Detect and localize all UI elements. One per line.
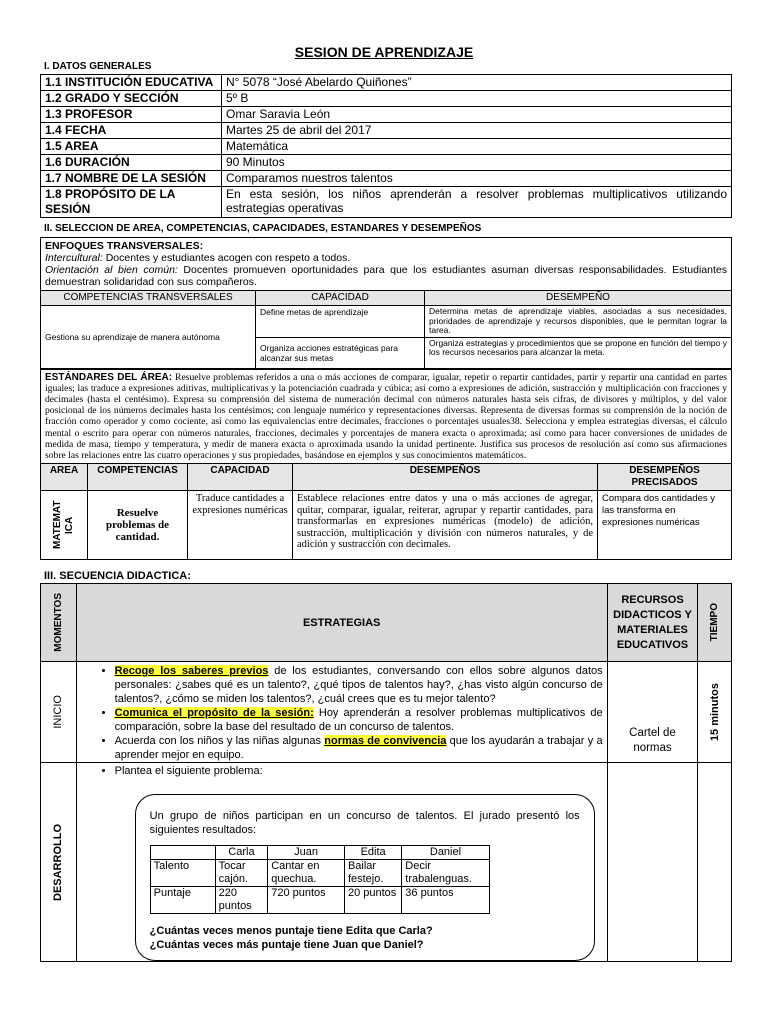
datos-key: 1.7 NOMBRE DE LA SESIÓN — [41, 171, 222, 187]
momento-inicio: INICIO — [52, 695, 65, 729]
datos-key: 1.4 FECHA — [41, 123, 222, 139]
table-row — [41, 123, 732, 139]
table-row — [41, 464, 731, 491]
datos-key: 1.8 PROPÓSITO DE LA SESIÓN — [41, 187, 222, 218]
desempeno-cell: Organiza estrategias y procedimientos que se propone en función del tiempo y los recursos necesarios para alcanzar la meta. — [425, 337, 732, 368]
highlight-saberes-previos: Recoge los saberes previos — [114, 665, 269, 677]
area-label: MATEMAT ICA — [52, 500, 75, 550]
datos-key: 1.2 GRADO Y SECCIÓN — [41, 91, 222, 107]
desempenos-precisados-cell: Compara dos cantidades y las transforma en expresiones numéricas — [598, 491, 732, 560]
table-row — [150, 860, 489, 887]
estandares-label: ESTÁNDARES DEL ÁREA: — [45, 371, 173, 383]
estrategias-header: ESTRATEGIAS — [76, 584, 607, 662]
datos-key: 1.6 DURACIÓN — [41, 155, 222, 171]
column-header: DESEMPEÑOS — [293, 464, 598, 491]
table-cell: 20 puntos — [344, 887, 401, 914]
column-header: Edita — [344, 846, 401, 860]
question-2: ¿Cuántas veces más puntaje tiene Juan que Daniel? — [149, 939, 424, 951]
table-cell: Talento — [150, 860, 215, 887]
datos-value: Comparamos nuestros talentos — [222, 171, 732, 187]
list-item-text: de los estudiantes, conversando con ellos sobre algunos datos personales: ¿sabes qué es un talento?, ¿qué tipos de talentos hay?, ¿has visto algún concurso de talentos?, ¿cómo se miden los talentos?, ¿cuál crees que es tu mejor talento? — [114, 665, 603, 705]
list-item: • Plantea el siguiente problema: — [115, 764, 603, 778]
inicio-estrategias-list — [81, 664, 603, 762]
enfoque-intercultural-text: Docentes y estudiantes acogen con respeto a todos. — [102, 252, 351, 264]
datos-value: Martes 25 de abril del 2017 — [222, 123, 732, 139]
column-header: COMPETENCIAS TRANSVERSALES — [41, 291, 256, 306]
list-item-text: Hoy aprenderán a resolver problemas multiplicativos de comparación, sobre la base del resultado de un concurso de talentos. — [114, 707, 603, 733]
tiempo-desarrollo — [698, 763, 732, 962]
table-row — [41, 763, 732, 962]
table-row — [41, 91, 732, 107]
capacidad-cell: Organiza acciones estratégicas para alcanzar sus metas — [256, 337, 425, 368]
section-heading-datos: I. DATOS GENERALES — [44, 61, 152, 72]
datos-value: 90 Minutos — [222, 155, 732, 171]
list-item-text: Acuerda con los niños y las niñas algunas — [114, 735, 325, 747]
capacidad-cell: Define metas de aprendizaje — [256, 306, 425, 338]
problem-text: Un grupo de niños participan en un concurso de talentos. El jurado presentó los siguientes resultados: — [149, 810, 580, 836]
table-row — [41, 75, 732, 91]
desempenos-cell: Establece relaciones entre datos y una o más acciones de agregar, quitar, comparar, igualar, reiterar, agrupar y repartir cantidades, para transformarlas en expresiones numéricas (modelo) de adición, sustracción, multiplicación y división con números naturales, y de adición y sustracción con decimales. — [293, 491, 598, 560]
column-header: Juan — [268, 846, 345, 860]
enfoques-title: ENFOQUES TRANSVERSALES: — [45, 240, 204, 252]
enfoques-transversales — [41, 238, 731, 290]
momentos-header: MOMENTOS — [52, 593, 64, 652]
list-item — [115, 664, 603, 706]
datos-value: N° 5078 “José Abelardo Quiñones” — [222, 75, 732, 91]
list-item — [115, 706, 603, 734]
enfoque-bien-comun-text: Docentes promueven oportunidades para que los estudiantes asuman diversas responsabilidades. Estudiantes demuestran solidaridad con sus compañeros. — [45, 264, 728, 288]
competencias-transversales-table — [41, 290, 731, 369]
table-row — [41, 155, 732, 171]
datos-value: Omar Saravia León — [222, 107, 732, 123]
seleccion-block — [40, 237, 732, 560]
recurso-desarrollo — [607, 763, 698, 962]
column-header: AREA — [41, 464, 88, 491]
capacidad-cell: Traduce cantidades a expresiones numéricas — [188, 491, 293, 560]
section-heading-seleccion: II. SELECCION DE AREA, COMPETENCIAS, CAPACIDADES, ESTANDARES Y DESEMPEÑOS — [44, 223, 482, 234]
table-cell: Cantar en quechua. — [268, 860, 345, 887]
column-header — [150, 846, 215, 860]
datos-key: 1.3 PROFESOR — [41, 107, 222, 123]
table-cell: 720 puntos — [268, 887, 345, 914]
tiempo-header: TIEMPO — [709, 603, 721, 642]
question-1: ¿Cuántas veces menos puntaje tiene Edita que Carla? — [149, 925, 433, 937]
column-header: CAPACIDAD — [256, 291, 425, 306]
enfoque-intercultural-label: Intercultural: — [45, 252, 103, 264]
list-item-text: que los ayudarán a trabajar y a aprender mejor en equipo. — [114, 735, 603, 761]
table-row — [41, 306, 731, 338]
competencia-transversal: Gestiona su aprendizaje de manera autónoma — [41, 306, 256, 369]
column-header: Carla — [215, 846, 268, 860]
table-row — [150, 846, 489, 860]
column-header: Daniel — [402, 846, 489, 860]
table-row — [41, 171, 732, 187]
secuencia-didactica-table — [40, 583, 732, 962]
column-header: CAPACIDAD — [188, 464, 293, 491]
recursos-header: RECURSOS DIDACTICOS Y MATERIALES EDUCATIVOS — [607, 584, 698, 662]
desempeno-cell: Determina metas de aprendizaje viables, asociadas a sus necesidades, prioridades de aprendizaje y recursos disponibles, que le permitan lograr la tarea. — [425, 306, 732, 338]
table-row — [41, 291, 731, 306]
table-cell: Bailar festejo. — [344, 860, 401, 887]
table-cell: 36 puntos — [402, 887, 489, 914]
area-competencias-table — [41, 463, 731, 559]
datos-key: 1.1 INSTITUCIÓN EDUCATIVA — [41, 75, 222, 91]
estandares-text: Resuelve problemas referidos a una o más acciones de comparar, igualar, repetir o repartir cantidades, partir y repartir una cantidad en partes iguales; las traduce a expresiones aditivas, multiplicativas y la potenciación cuadrada y cúbica; así como a expresiones de adición, sustracción y multiplicación con fracciones y decimales (hasta el centésimo). Expresa su comprensión del sistema de numeración decimal con números naturales hasta seis cifras, de divisores y múltiplos, y del valor posicional de los números decimales hasta los centésimos; con lenguaje numérico y representaciones diversas. Representa de diversas formas su comprensión de la noción de fracción como operador y como cociente, así como las equivalencias entre decimales, fracciones o porcentajes usuales38. Selecciona y emplea estrategias diversas, el cálculo mental o escrito para operar con números naturales, fracciones, decimales y porcentajes de manera exacta o aproximada; así como para hacer conversiones de unidades de medida de masa, tiempo y temperatura, y medir de manera exacta o aproximada usando la unidad pertinente. Justifica sus procesos de resolución así como sus afirmaciones sobre las relaciones entre las cuatro operaciones y sus propiedades, basándose en ejemplos y sus conocimientos matemáticos. — [45, 371, 727, 461]
table-row — [150, 887, 489, 914]
datos-value: 5º B — [222, 91, 732, 107]
tiempo-inicio: 15 minutos — [708, 682, 721, 742]
table-row — [41, 662, 732, 763]
competencia-cell: Resuelve problemas de cantidad. — [88, 491, 188, 560]
list-item — [115, 734, 603, 762]
table-cell: Decir trabalenguas. — [402, 860, 489, 887]
talentos-table — [150, 845, 490, 914]
recurso-cartel: Cartel de normas — [607, 662, 698, 763]
page-title: SESION DE APRENDIZAJE — [294, 44, 474, 60]
column-header: COMPETENCIAS — [88, 464, 188, 491]
table-row — [41, 584, 732, 662]
column-header: DESEMPEÑO — [425, 291, 732, 306]
desarrollo-estrategias-list — [81, 764, 603, 778]
table-cell: Tocar cajón. — [215, 860, 268, 887]
table-row — [41, 107, 732, 123]
enfoque-bien-comun-label: Orientación al bien común: — [45, 264, 178, 276]
highlight-normas: normas de convivencia — [324, 735, 447, 747]
momento-desarrollo: DESARROLLO — [52, 823, 65, 901]
table-row — [41, 187, 732, 218]
table-cell: 220 puntos — [215, 887, 268, 914]
datos-value: Matemática — [222, 139, 732, 155]
datos-key: 1.5 AREA — [41, 139, 222, 155]
table-row — [41, 491, 731, 560]
highlight-proposito: Comunica el propósito de la sesión: — [114, 707, 314, 719]
problem-box — [135, 794, 595, 961]
section-heading-secuencia: III. SECUENCIA DIDACTICA: — [44, 570, 191, 582]
datos-value: En esta sesión, los niños aprenderán a resolver problemas multiplicativos utilizando estrategias operativas — [222, 187, 732, 218]
datos-generales-table — [40, 74, 732, 218]
column-header: DESEMPEÑOS PRECISADOS — [598, 464, 732, 491]
table-cell: Puntaje — [150, 887, 215, 914]
table-row — [41, 139, 732, 155]
estandares-area — [41, 369, 731, 464]
